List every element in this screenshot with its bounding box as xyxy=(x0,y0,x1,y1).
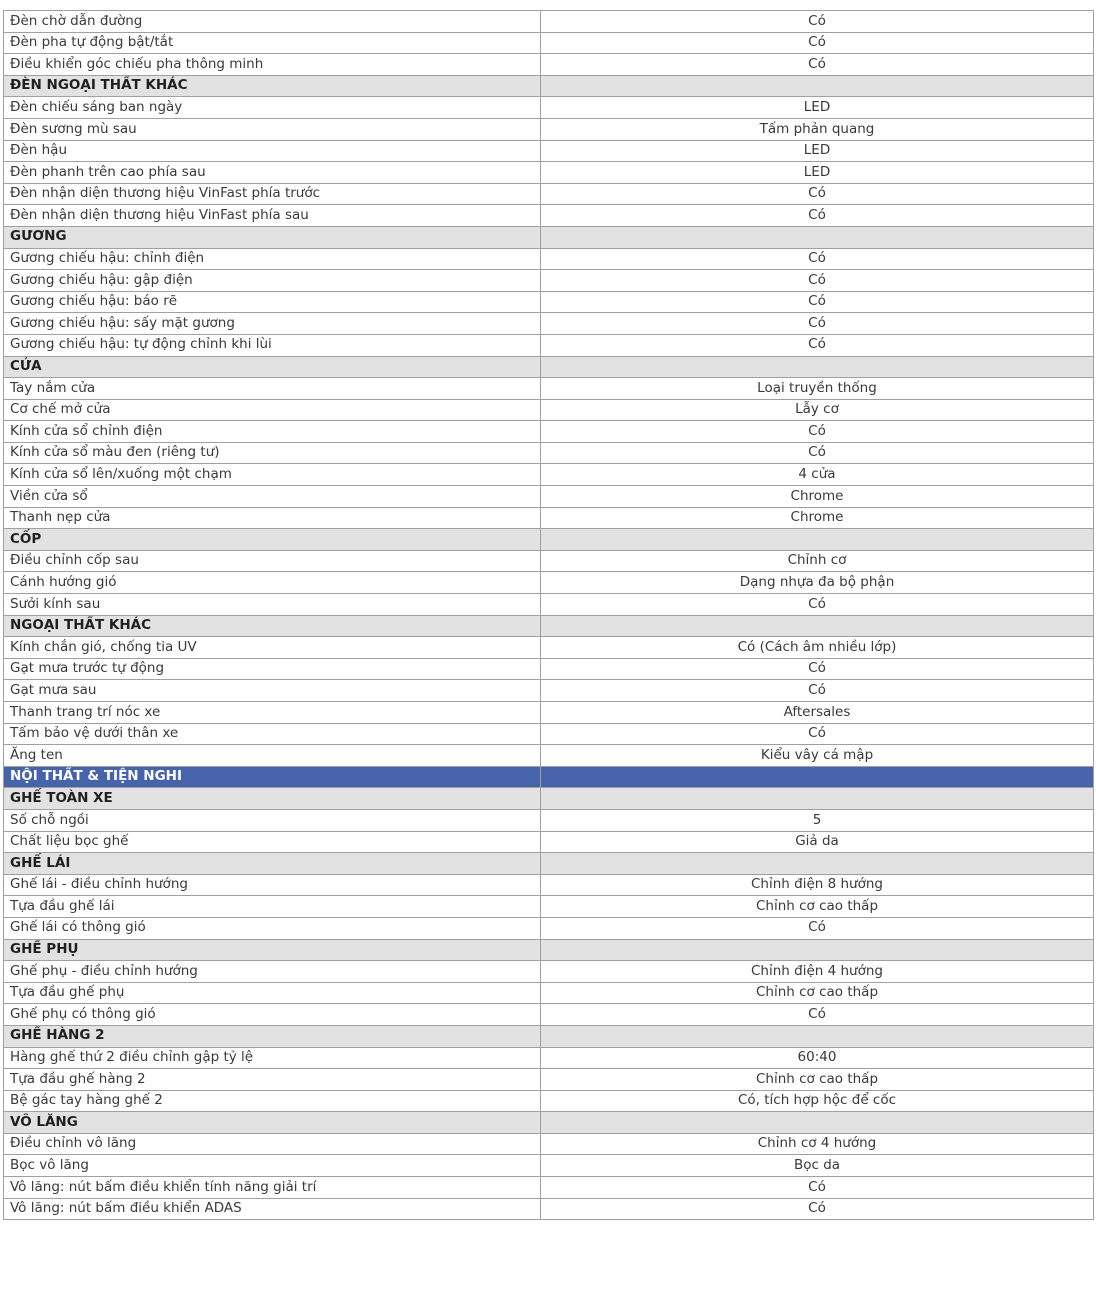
spec-value: Tấm phản quang xyxy=(541,118,1094,140)
spec-value: LED xyxy=(541,162,1094,184)
spec-label: Đèn pha tự động bật/tắt xyxy=(4,32,541,54)
section-header-row xyxy=(4,1112,1094,1134)
spec-value: Có xyxy=(541,917,1094,939)
spec-value: Có xyxy=(541,313,1094,335)
spec-value: Chỉnh cơ 4 hướng xyxy=(541,1133,1094,1155)
spec-value: Chỉnh cơ cao thấp xyxy=(541,896,1094,918)
spec-value: Có xyxy=(541,1198,1094,1220)
spec-label: Ghế phụ - điều chỉnh hướng xyxy=(4,961,541,983)
spec-row xyxy=(4,1069,1094,1091)
spec-label: Đèn nhận diện thương hiệu VinFast phía sau xyxy=(4,205,541,227)
spec-label: Kính cửa sổ chỉnh điện xyxy=(4,421,541,443)
spec-label: Đèn phanh trên cao phía sau xyxy=(4,162,541,184)
spec-label: Điều chỉnh cốp sau xyxy=(4,550,541,572)
spec-label: Sưởi kính sau xyxy=(4,594,541,616)
section-value-cell xyxy=(541,939,1094,961)
section-value-cell xyxy=(541,853,1094,875)
spec-label: Ghế lái có thông gió xyxy=(4,917,541,939)
spec-label: Gạt mưa trước tự động xyxy=(4,658,541,680)
spec-value: Có xyxy=(541,442,1094,464)
spec-row xyxy=(4,658,1094,680)
spec-value: Có xyxy=(541,421,1094,443)
spec-label: Cơ chế mở cửa xyxy=(4,399,541,421)
spec-row xyxy=(4,162,1094,184)
spec-value: Chrome xyxy=(541,507,1094,529)
spec-label: Kính cửa sổ màu đen (riêng tư) xyxy=(4,442,541,464)
spec-label: Vô lăng: nút bấm điều khiển ADAS xyxy=(4,1198,541,1220)
spec-row xyxy=(4,54,1094,76)
spec-label: Ghế lái - điều chỉnh hướng xyxy=(4,874,541,896)
spec-value: Có (Cách âm nhiều lớp) xyxy=(541,637,1094,659)
spec-row xyxy=(4,334,1094,356)
spec-value: 4 cửa xyxy=(541,464,1094,486)
spec-row xyxy=(4,831,1094,853)
section-value-cell xyxy=(541,356,1094,378)
section-value-cell xyxy=(541,529,1094,551)
section-value-cell xyxy=(541,615,1094,637)
spec-label: Gương chiếu hậu: gập điện xyxy=(4,270,541,292)
spec-label: Điều chỉnh vô lăng xyxy=(4,1133,541,1155)
spec-label: Tấm bảo vệ dưới thân xe xyxy=(4,723,541,745)
spec-row xyxy=(4,1090,1094,1112)
spec-row xyxy=(4,982,1094,1004)
spec-value: Có xyxy=(541,291,1094,313)
spec-label: Tựa đầu ghế phụ xyxy=(4,982,541,1004)
section-value-cell xyxy=(541,788,1094,810)
section-header-row xyxy=(4,615,1094,637)
spec-row xyxy=(4,248,1094,270)
spec-row xyxy=(4,594,1094,616)
spec-row xyxy=(4,486,1094,508)
spec-value: Có xyxy=(541,54,1094,76)
spec-value: Có xyxy=(541,205,1094,227)
spec-label: Thanh nẹp cửa xyxy=(4,507,541,529)
section-value-cell xyxy=(541,75,1094,97)
spec-value: Có xyxy=(541,658,1094,680)
spec-label: Chất liệu bọc ghế xyxy=(4,831,541,853)
spec-label: Viền cửa sổ xyxy=(4,486,541,508)
spec-value: 60:40 xyxy=(541,1047,1094,1069)
spec-value: Có, tích hợp hộc để cốc xyxy=(541,1090,1094,1112)
spec-row xyxy=(4,1133,1094,1155)
spec-value: Có xyxy=(541,248,1094,270)
spec-value: LED xyxy=(541,97,1094,119)
spec-row xyxy=(4,723,1094,745)
spec-label: Gạt mưa sau xyxy=(4,680,541,702)
section-header-row xyxy=(4,226,1094,248)
spec-row xyxy=(4,550,1094,572)
spec-row xyxy=(4,1047,1094,1069)
spec-label: Đèn chờ dẫn đường xyxy=(4,11,541,33)
spec-label: Gương chiếu hậu: sấy mặt gương xyxy=(4,313,541,335)
section-title: NGOẠI THẤT KHÁC xyxy=(4,615,541,637)
spec-label: Đèn chiếu sáng ban ngày xyxy=(4,97,541,119)
spec-row xyxy=(4,572,1094,594)
section-title: GƯƠNG xyxy=(4,226,541,248)
spec-row xyxy=(4,507,1094,529)
spec-label: Cánh hướng gió xyxy=(4,572,541,594)
spec-row xyxy=(4,11,1094,33)
section-title: VÔ LĂNG xyxy=(4,1112,541,1134)
spec-label: Bệ gác tay hàng ghế 2 xyxy=(4,1090,541,1112)
spec-value: Chỉnh cơ cao thấp xyxy=(541,982,1094,1004)
section-header-row xyxy=(4,853,1094,875)
spec-row xyxy=(4,1198,1094,1220)
spec-label: Kính cửa sổ lên/xuống một chạm xyxy=(4,464,541,486)
spec-label: Tựa đầu ghế hàng 2 xyxy=(4,1069,541,1091)
spec-value: Có xyxy=(541,11,1094,33)
spec-row xyxy=(4,442,1094,464)
section-value-cell xyxy=(541,226,1094,248)
spec-value: Chrome xyxy=(541,486,1094,508)
spec-label: Ăng ten xyxy=(4,745,541,767)
spec-value: LED xyxy=(541,140,1094,162)
spec-row xyxy=(4,291,1094,313)
section-title: NỘI THẤT & TIỆN NGHI xyxy=(4,766,541,788)
spec-label: Đèn sương mù sau xyxy=(4,118,541,140)
section-title: ĐÈN NGOẠI THẤT KHÁC xyxy=(4,75,541,97)
spec-value: Bọc da xyxy=(541,1155,1094,1177)
spec-row xyxy=(4,896,1094,918)
section-header-row xyxy=(4,939,1094,961)
section-header-row xyxy=(4,75,1094,97)
spec-value: Chỉnh điện 4 hướng xyxy=(541,961,1094,983)
spec-table xyxy=(3,10,1094,1220)
spec-row xyxy=(4,961,1094,983)
section-header-row xyxy=(4,788,1094,810)
spec-row xyxy=(4,32,1094,54)
spec-value: Có xyxy=(541,1004,1094,1026)
spec-row xyxy=(4,378,1094,400)
section-header-row xyxy=(4,1025,1094,1047)
section-title: CỐP xyxy=(4,529,541,551)
section-title: GHẾ HÀNG 2 xyxy=(4,1025,541,1047)
spec-row xyxy=(4,1004,1094,1026)
spec-value: Aftersales xyxy=(541,702,1094,724)
spec-label: Gương chiếu hậu: chỉnh điện xyxy=(4,248,541,270)
section-title: CỬA xyxy=(4,356,541,378)
main-section-row xyxy=(4,766,1094,788)
spec-label: Số chỗ ngồi xyxy=(4,809,541,831)
spec-value: Chỉnh cơ xyxy=(541,550,1094,572)
spec-row xyxy=(4,97,1094,119)
spec-value: Có xyxy=(541,1177,1094,1199)
section-header-row xyxy=(4,529,1094,551)
spec-value: Loại truyền thống xyxy=(541,378,1094,400)
spec-row xyxy=(4,680,1094,702)
spec-row xyxy=(4,140,1094,162)
spec-row xyxy=(4,205,1094,227)
spec-row xyxy=(4,118,1094,140)
spec-row xyxy=(4,183,1094,205)
spec-value: Có xyxy=(541,32,1094,54)
spec-label: Thanh trang trí nóc xe xyxy=(4,702,541,724)
spec-value: Dạng nhựa đa bộ phận xyxy=(541,572,1094,594)
spec-label: Điều khiển góc chiếu pha thông minh xyxy=(4,54,541,76)
spec-row xyxy=(4,399,1094,421)
section-title: GHẾ TOÀN XE xyxy=(4,788,541,810)
spec-row xyxy=(4,917,1094,939)
section-value-cell xyxy=(541,1025,1094,1047)
spec-value: 5 xyxy=(541,809,1094,831)
section-title: GHẾ LÁI xyxy=(4,853,541,875)
spec-value: Có xyxy=(541,270,1094,292)
spec-label: Gương chiếu hậu: báo rẽ xyxy=(4,291,541,313)
spec-label: Bọc vô lăng xyxy=(4,1155,541,1177)
spec-table-body xyxy=(4,11,1094,1220)
spec-value: Chỉnh cơ cao thấp xyxy=(541,1069,1094,1091)
spec-label: Hàng ghế thứ 2 điều chỉnh gập tỷ lệ xyxy=(4,1047,541,1069)
spec-value: Có xyxy=(541,680,1094,702)
spec-label: Ghế phụ có thông gió xyxy=(4,1004,541,1026)
spec-value: Lẫy cơ xyxy=(541,399,1094,421)
spec-value: Giả da xyxy=(541,831,1094,853)
spec-label: Đèn hậu xyxy=(4,140,541,162)
spec-label: Vô lăng: nút bấm điều khiển tính năng giải trí xyxy=(4,1177,541,1199)
spec-row xyxy=(4,745,1094,767)
spec-label: Đèn nhận diện thương hiệu VinFast phía trước xyxy=(4,183,541,205)
spec-row xyxy=(4,464,1094,486)
spec-row xyxy=(4,1177,1094,1199)
spec-value: Có xyxy=(541,594,1094,616)
section-title: GHẾ PHỤ xyxy=(4,939,541,961)
spec-label: Gương chiếu hậu: tự động chỉnh khi lùi xyxy=(4,334,541,356)
section-value-cell xyxy=(541,1112,1094,1134)
section-header-row xyxy=(4,356,1094,378)
spec-value: Có xyxy=(541,183,1094,205)
spec-label: Kính chắn gió, chống tia UV xyxy=(4,637,541,659)
spec-row xyxy=(4,270,1094,292)
spec-value: Chỉnh điện 8 hướng xyxy=(541,874,1094,896)
spec-label: Tựa đầu ghế lái xyxy=(4,896,541,918)
spec-row xyxy=(4,313,1094,335)
spec-row xyxy=(4,421,1094,443)
spec-value: Có xyxy=(541,334,1094,356)
spec-row xyxy=(4,637,1094,659)
spec-value: Kiểu vây cá mập xyxy=(541,745,1094,767)
spec-row xyxy=(4,874,1094,896)
spec-label: Tay nắm cửa xyxy=(4,378,541,400)
spec-row xyxy=(4,1155,1094,1177)
spec-row xyxy=(4,809,1094,831)
section-value-cell xyxy=(541,766,1094,788)
spec-value: Có xyxy=(541,723,1094,745)
spec-row xyxy=(4,702,1094,724)
